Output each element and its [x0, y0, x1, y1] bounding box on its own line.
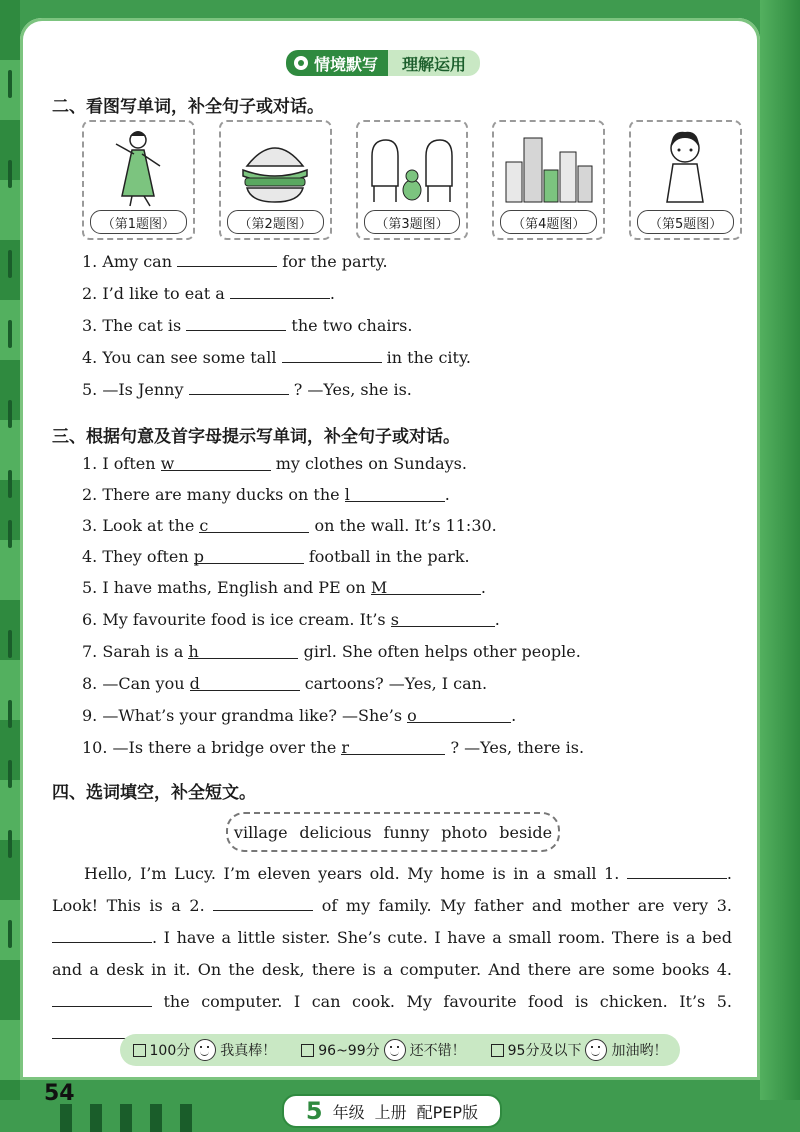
page-number: 54 [44, 1081, 75, 1106]
section-banner [286, 50, 480, 76]
picture-4 [492, 120, 605, 240]
passage: Hello, I’m Lucy. I’m eleven years old. My home is in a small 1. . Look! This is a 2. of my family. My father and mother are very 3. . I have a little sister. She’s cute. I have a small room. There is a bed and a desk in it. On the desk, there is a computer. And there are some books 4. the computer. I can cook. My favourite food is chicken. It’s 5. [52, 858, 732, 1050]
picture-3 [356, 120, 469, 240]
section-3-title: 三、根据句意及首字母提示写单词，补全句子或对话。 [52, 427, 460, 447]
picture-1 [82, 120, 195, 240]
passage-blank-2[interactable] [213, 894, 313, 911]
shy-girl-icon [637, 126, 733, 208]
checkbox-icon[interactable] [133, 1044, 146, 1057]
word-bank-item: beside [499, 822, 553, 842]
s2-item-1: 1. Amy can for the party. [82, 252, 388, 271]
answer-blank[interactable] [186, 314, 286, 331]
self-score-bar: 100分 我真棒！ 96~99分 还不错！ 95分及以下 加油哟！ [120, 1034, 680, 1066]
cat-between-chairs-icon [364, 126, 460, 208]
s3-item-6: 6. My favourite food is ice cream. It’s s . [82, 610, 500, 629]
picture-4-caption: （第4题图） [500, 210, 597, 234]
picture-3-caption: （第3题图） [364, 210, 461, 234]
section-4-title: 四、选词填空，补全短文。 [52, 783, 256, 803]
answer-blank[interactable] [282, 346, 382, 363]
answer-blank[interactable]: d [190, 674, 300, 691]
passage-blank-3[interactable] [52, 926, 152, 943]
answer-blank[interactable] [189, 378, 289, 395]
answer-blank[interactable] [230, 282, 330, 299]
s2-item-2: 2. I’d like to eat a . [82, 284, 335, 303]
answer-blank[interactable]: h [188, 642, 298, 659]
answer-blank[interactable]: M [371, 578, 481, 595]
s3-item-4: 4. They often p football in the park. [82, 547, 470, 566]
word-bank-item: delicious [299, 822, 372, 842]
word-bank-item: photo [441, 822, 488, 842]
s3-item-3: 3. Look at the c on the wall. It’s 11:30. [82, 516, 497, 535]
happy-face-icon [194, 1039, 216, 1061]
answer-blank[interactable]: p [194, 547, 304, 564]
right-green-border [760, 0, 800, 1132]
passage-blank-4[interactable] [52, 990, 152, 1007]
cheer-face-icon [585, 1039, 607, 1061]
picture-2 [219, 120, 332, 240]
checkbox-icon[interactable] [491, 1044, 504, 1057]
s3-item-7: 7. Sarah is a h girl. She often helps other people. [82, 642, 581, 661]
clover-icon [294, 56, 308, 70]
banner-tag-left: 情境默写 [314, 54, 379, 74]
buildings-icon [500, 126, 596, 208]
picture-5 [629, 120, 742, 240]
picture-5-caption: （第5题图） [637, 210, 734, 234]
answer-blank[interactable]: w [161, 454, 271, 471]
s3-item-1: 1. I often w my clothes on Sundays. [82, 454, 467, 473]
answer-blank[interactable]: s [391, 610, 495, 627]
picture-1-caption: （第1题图） [90, 210, 187, 234]
s2-item-3: 3. The cat is the two chairs. [82, 316, 413, 335]
section-2-title: 二、看图写单词，补全句子或对话。 [52, 97, 324, 117]
s3-item-10: 10. —Is there a bridge over the r ? —Yes, there is. [82, 738, 585, 757]
answer-blank[interactable]: r [341, 738, 445, 755]
grade-label: 5 年级 上册 配PEP版 [282, 1094, 502, 1128]
word-bank [226, 812, 560, 852]
answer-blank[interactable]: o [407, 706, 511, 723]
answer-blank[interactable]: l [345, 485, 445, 502]
s3-item-8: 8. —Can you d cartoons? —Yes, I can. [82, 674, 488, 693]
word-bank-item: funny [383, 822, 430, 842]
banner-tag-right: 理解运用 [388, 50, 480, 76]
picture-2-caption: （第2题图） [227, 210, 324, 234]
answer-blank[interactable]: c [199, 516, 309, 533]
s3-item-9: 9. —What’s your grandma like? —She’s o . [82, 706, 517, 725]
s2-item-4: 4. You can see some tall in the city. [82, 348, 471, 367]
checkbox-icon[interactable] [301, 1044, 314, 1057]
s3-item-5: 5. I have maths, English and PE on M . [82, 578, 486, 597]
s3-item-2: 2. There are many ducks on the l . [82, 485, 450, 504]
smile-face-icon [384, 1039, 406, 1061]
answer-blank[interactable] [177, 250, 277, 267]
hamburger-icon [227, 126, 323, 208]
word-bank-item: village [233, 822, 288, 842]
dancing-girl-icon [90, 126, 186, 208]
s2-item-5: 5. —Is Jenny ? —Yes, she is. [82, 380, 412, 399]
picture-row [82, 120, 742, 238]
passage-blank-1[interactable] [627, 862, 727, 879]
